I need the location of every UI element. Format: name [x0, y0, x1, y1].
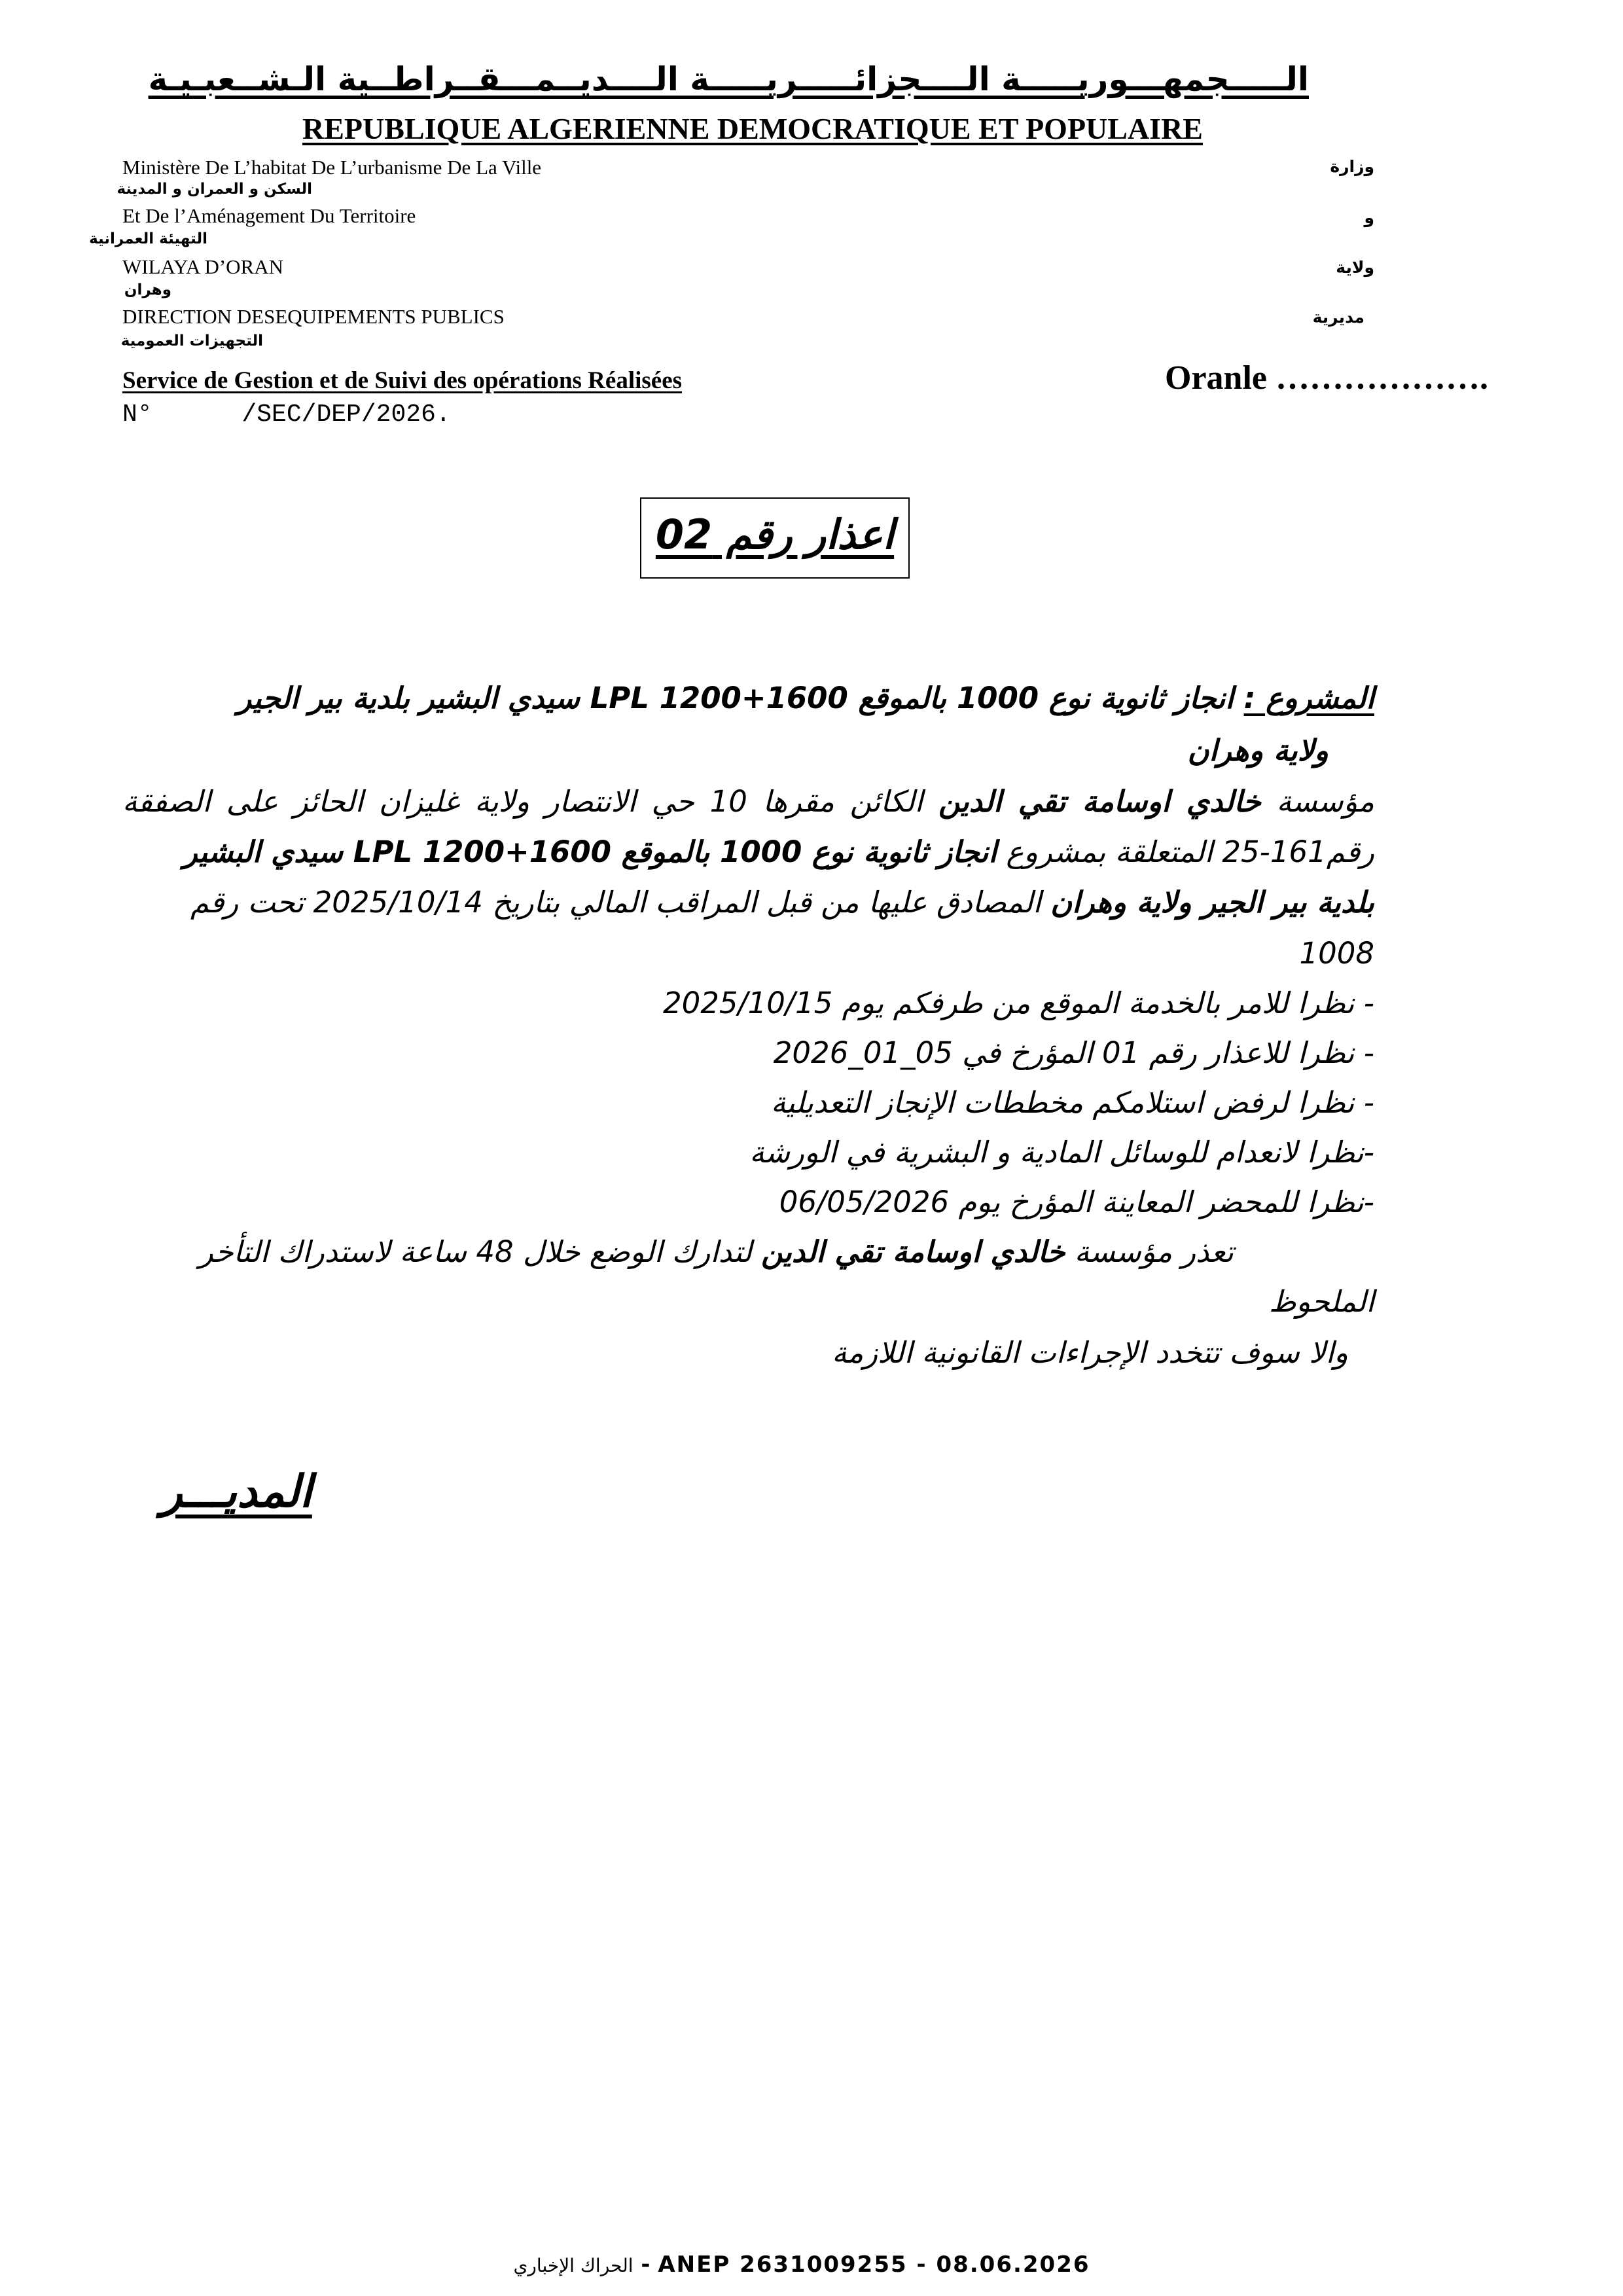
project-label: المشروع : [1243, 681, 1374, 715]
company-name: خالدي اوسامة تقي الدين [938, 784, 1261, 819]
reference-number: N° /SEC/DEP/2026. [122, 401, 451, 429]
footer-arabic: الحراك الإخباري [513, 2255, 633, 2276]
republic-title-arabic: الـــــجمهـــوريـــــة الــــجزائـــــريـــــة الــــديــمـــقــراطــية الـشــعبـيـة [148, 60, 1309, 98]
body-text-rest: الكائن مقرها 10 حي الانتصار ولاية غليزان الحائز على الصفقة [122, 784, 938, 819]
footer-stamp [458, 2251, 1145, 2278]
direction-arabic: التجهيزات العمومية [120, 332, 263, 350]
wilaya-french: WILAYA D’ORAN [122, 255, 283, 278]
body-line-2 [122, 834, 1374, 869]
notice-line-2: الملحوظ [1268, 1284, 1374, 1319]
consideration-item: - نظرا للاعذار رقم 01 المؤرخ في 05_01_2026 [773, 1035, 1374, 1070]
direction-arabic-label: مديرية [1312, 308, 1364, 327]
direction-french: DIRECTION DESEQUIPEMENTS PUBLICS [122, 305, 505, 328]
ministry-arabic: السكن و العمران و المدينة [116, 181, 312, 198]
amenagement-french: Et De l’Aménagement Du Territoire [122, 204, 416, 227]
footer-code: - ANEP 2631009255 - 08.06.2026 [633, 2251, 1090, 2278]
consideration-item: - نظرا للامر بالخدمة الموقع من طرفكم يوم 2025/10/15 [662, 986, 1374, 1020]
notice-company: خالدي اوسامة تقي الدين [761, 1234, 1065, 1269]
project-description: انجاز ثانوية نوع 1000 بالموقع 1600+1200 LPL سيدي البشير بلدية بير الجير [237, 681, 1234, 715]
project-line-1 [170, 681, 1374, 715]
body-text-start: مؤسسة [1260, 784, 1374, 819]
project-name-bold: انجاز ثانوية نوع 1000 بالموقع 1600+1200 LPL سيدي البشير [183, 834, 997, 869]
notice-line-1 [160, 1234, 1234, 1269]
body-line-1 [122, 784, 1374, 819]
consideration-item: -نظرا للمحضر المعاينة المؤرخ يوم 06/05/2026 [779, 1185, 1374, 1219]
body-line-4: 1008 [1299, 936, 1374, 971]
amenagement-arabic-label: و [1364, 208, 1374, 227]
notice-rest: لتدارك الوضع خلال 48 ساعة لاستدراك التأخر [199, 1234, 762, 1269]
project-line-2: ولاية وهران [1187, 733, 1329, 768]
approval-text: المصادق عليها من قبل المراقب المالي بتاريخ 2025/10/14 تحت رقم [190, 885, 1051, 920]
amenagement-arabic: التهيئة العمرانية [89, 230, 207, 247]
notice-line-3: والا سوف تتخدد الإجراءات القانونية اللازمة [832, 1335, 1348, 1370]
notice-start: تعذر مؤسسة [1065, 1234, 1234, 1269]
ministry-french: Ministère De L’habitat De L’urbanisme De La Ville [122, 156, 542, 179]
body-line-3 [122, 885, 1374, 920]
document-title: اعذار رقم 02 [655, 511, 895, 558]
title-box [640, 497, 910, 579]
ministry-arabic-label: وزارة [1330, 157, 1374, 176]
location-bold: بلدية بير الجير ولاية وهران [1050, 885, 1374, 920]
wilaya-arabic-label: ولاية [1336, 258, 1374, 277]
consideration-item: -نظرا لانعدام للوسائل المادية و البشرية في الورشة [749, 1135, 1374, 1170]
contract-number-text: رقم161-25 المتعلقة بمشروع [997, 834, 1374, 869]
place-date: Oranle ………………. [1165, 359, 1488, 397]
republic-title-french: REPUBLIQUE ALGERIENNE DEMOCRATIQUE ET POPULAIRE [302, 112, 1203, 145]
wilaya-arabic: وهران [124, 281, 171, 298]
director-signature: المديـــر [161, 1466, 312, 1518]
consideration-item: - نظرا لرفض استلامكم مخططات الإنجاز التعديلية [770, 1085, 1374, 1120]
service-name: Service de Gestion et de Suivi des opérations Réalisées [122, 367, 683, 394]
